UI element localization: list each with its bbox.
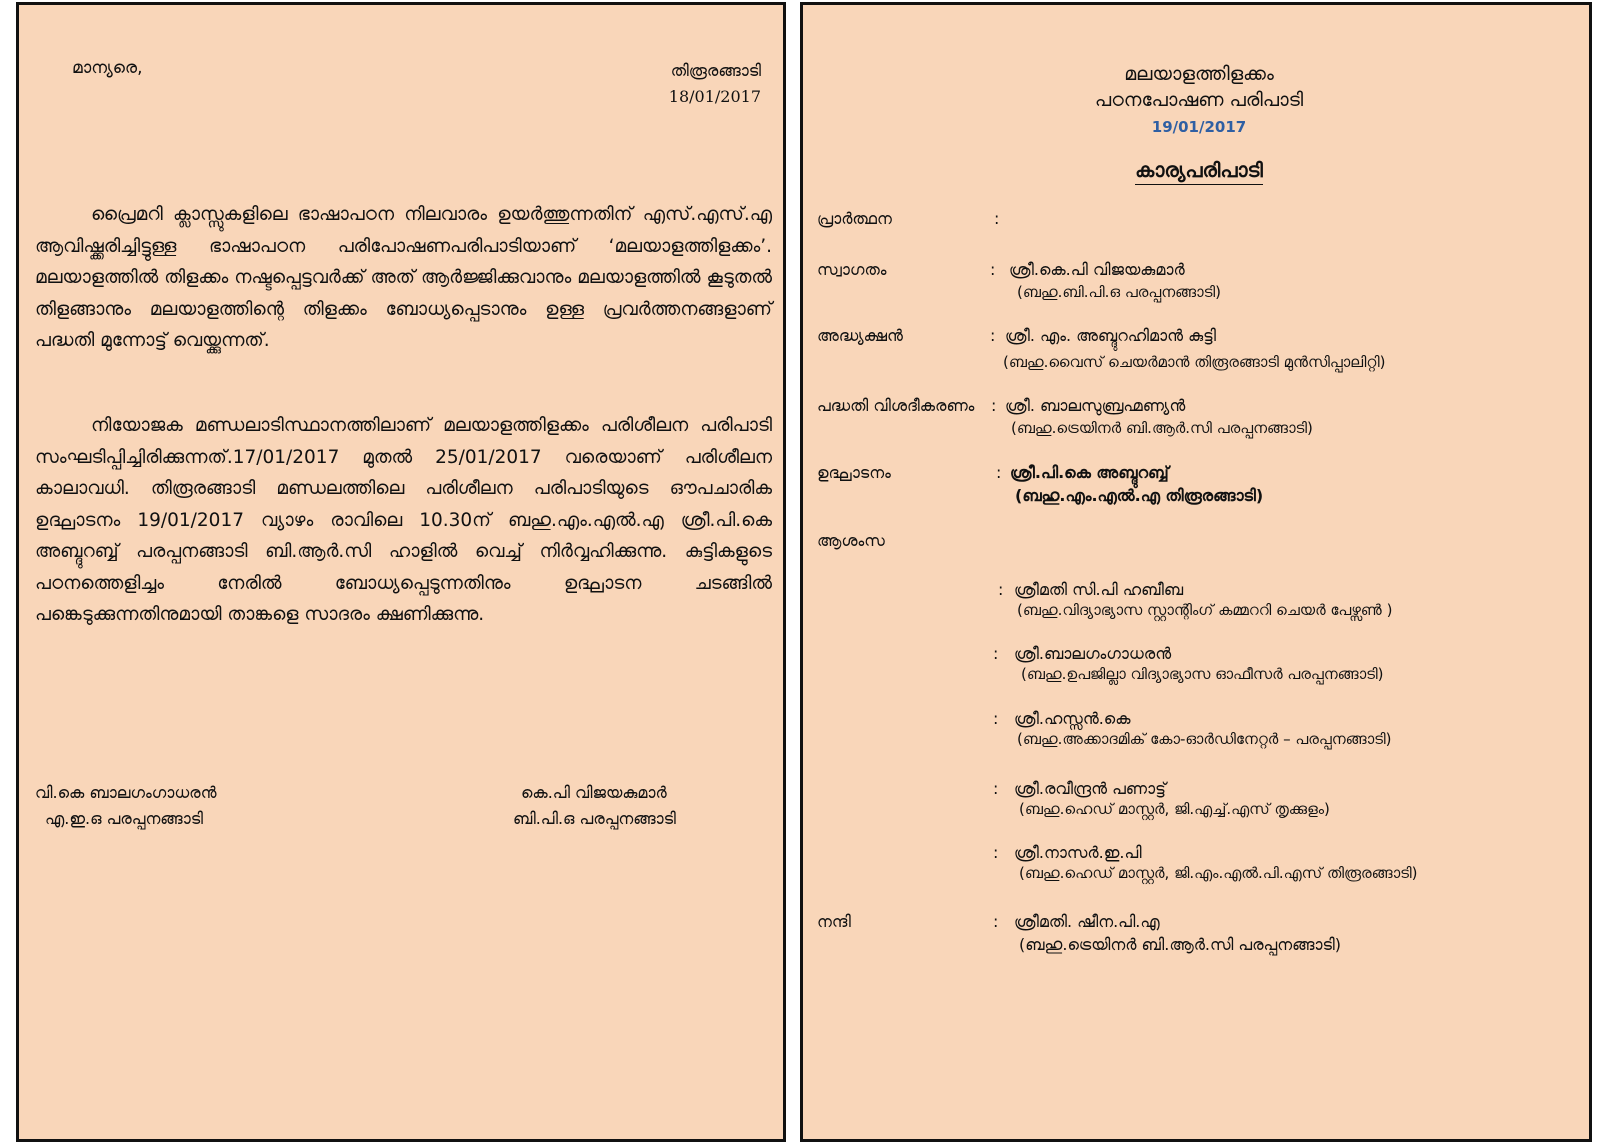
felicitation-3-colon: : <box>993 709 999 728</box>
item-welcome-designation: (ബഹു.ബി.പി.ഒ പരപ്പനങ്ങാടി) <box>1017 283 1221 301</box>
agenda-heading <box>803 158 1595 182</box>
salutation: മാന്യരെ, <box>72 58 143 78</box>
item-felicitation-label: ആശംസ <box>817 531 885 550</box>
item-presidency-designation: (ബഹു.വൈസ് ചെയർമാൻ തിരൂരങ്ങാടി മുൻസിപ്പാലിറ്റി) <box>1003 353 1386 371</box>
felicitation-2-colon: : <box>993 644 999 663</box>
item-explanation-label: പദ്ധതി വിശദീകരണം <box>817 396 975 415</box>
item-explanation-designation: (ബഹു.ട്രെയിനർ ബി.ആർ.സി പരപ്പനങ്ങാടി) <box>1011 419 1313 437</box>
felicitation-5-colon: : <box>993 843 999 862</box>
item-presidency-name: ശ്രീ. എം. അബ്ദുറഹിമാൻ കുട്ടി <box>1005 326 1216 345</box>
letter-place-date <box>669 58 761 110</box>
felicitation-1-designation: (ബഹു.വിദ്യാഭ്യാസ സ്റ്റാന്റിംഗ് കമ്മററി ചെയർ പേഴ്സൺ ) <box>1017 601 1393 619</box>
felicitation-4-designation: (ബഹു.ഹെഡ് മാസ്റ്റർ, ജി.എച്ച്.എസ് തൃക്കുളം) <box>1019 800 1330 818</box>
letter-paragraph-1 <box>35 199 772 357</box>
felicitation-3-designation: (ബഹു.അക്കാദമിക് കോ-ഓർഡിനേറ്റർ – പരപ്പനങ്ങാടി) <box>1017 730 1392 748</box>
item-thanks-designation: (ബഹു.ട്രെയിനർ ബി.ആർ.സി പരപ്പനങ്ങാടി) <box>1019 935 1341 954</box>
item-presidency-label: അദ്ധ്യക്ഷൻ <box>817 326 903 345</box>
signatory-right <box>513 780 676 832</box>
item-explanation-colon: : <box>991 396 997 415</box>
programme-date: 19/01/2017 <box>1151 118 1247 136</box>
programme-title: മലയാളത്തിളക്കം <box>1124 63 1274 85</box>
item-prayer-colon: : <box>994 209 1000 228</box>
felicitation-3-name: ശ്രീ.ഹസ്സൻ.കെ <box>1014 709 1131 728</box>
programme-agenda-page <box>800 2 1592 1142</box>
felicitation-2-designation: (ബഹു.ഉപജില്ലാ വിദ്യാഭ്യാസ ഓഫീസർ പരപ്പനങ്ങാടി) <box>1021 665 1384 683</box>
felicitation-4-name: ശ്രീ.രവീന്ദ്രൻ പണാട്ട് <box>1014 779 1166 798</box>
item-inauguration-colon: : <box>996 463 1002 482</box>
item-welcome-label: സ്വാഗതം <box>817 260 887 279</box>
signatory-right-title: ബി.പി.ഒ പരപ്പനങ്ങാടി <box>513 809 676 828</box>
paragraph-2-text: നിയോജക മണ്ഡലാടിസ്ഥാനത്തിലാണ് മലയാളത്തിളക്കം പരിശീലന പരിപാടി സംഘടിപ്പിച്ചിരിക്കുന്നത്.17/01/2017 മുതൽ 25/01/2017 വരെയാണ് പരിശീലന കാലാവധി. തിരൂരങ്ങാടി മണ്ഡലത്തിലെ പരിശീലന പരിപാടിയുടെ ഔപചാരിക ഉദ്ഘാടനം 19/01/2017 വ്യാഴം രാവിലെ 10.30ന് ബഹു.എം.എൽ.എ ശ്രീ.പി.കെ അബ്ദുറബ്ബ് പരപ്പനങ്ങാടി ബി.ആർ.സി ഹാളിൽ വെച്ച് നിർവ്വഹിക്കുന്നു. കുട്ടികളുടെ പഠനത്തെളിച്ചം നേരിൽ ബോധ്യപ്പെടുന്നതിനും ഉദ്ഘാടന ചടങ്ങിൽ പങ്കെടുക്കുന്നതിനുമായി താങ്കളെ സാദരം ക്ഷണിക്കുന്നു. <box>35 415 772 625</box>
signatory-left-name: വി.കെ ബാലഗംഗാധരൻ <box>35 783 217 802</box>
signatory-right-name: കെ.പി വിജയകുമാർ <box>521 783 667 802</box>
letter-paragraph-2 <box>35 410 772 631</box>
item-prayer-label: പ്രാർത്ഥന <box>817 209 892 228</box>
felicitation-1-name: ശ്രീമതി സി.പി ഹബീബ <box>1014 580 1184 599</box>
felicitation-4-colon: : <box>993 779 999 798</box>
felicitation-5-designation: (ബഹു.ഹെഡ് മാസ്റ്റർ, ജി.എം.എൽ.പി.എസ് തിരൂരങ്ങാടി) <box>1019 864 1418 882</box>
item-inauguration-designation: (ബഹു.എം.എൽ.എ തിരൂരങ്ങാടി) <box>1015 486 1264 505</box>
item-welcome-name: ശ്രീ.കെ.പി വിജയകുമാർ <box>1009 260 1185 279</box>
letter-date: 18/01/2017 <box>668 87 761 106</box>
item-explanation-name: ശ്രീ. ബാലസുബ്രഹ്മണ്യൻ <box>1005 396 1186 415</box>
agenda-heading-text: കാര്യപരിപാടി <box>1135 158 1263 185</box>
item-inauguration-name: ശ്രീ.പി.കെ അബ്ദുറബ്ബ് <box>1010 463 1169 482</box>
item-presidency-colon: : <box>990 326 996 345</box>
felicitation-1-colon: : <box>998 580 1004 599</box>
paragraph-1-text: പ്രൈമറി ക്ലാസ്സുകളിലെ ഭാഷാപഠന നിലവാരം ഉയർത്തുന്നതിന് എസ്.എസ്.എ ആവിഷ്ക്കരിച്ചിട്ടുള്ള ഭാഷാപഠന പരിപോഷണപരിപാടിയാണ് ‘മലയാളത്തിളക്കം’. മലയാളത്തിൽ തിളക്കം നഷ്ടപ്പെട്ടവർക്ക് അത് ആർജ്ജിക്കുവാനും മലയാളത്തിൽ കൂടുതൽ തിളങ്ങാനും മലയാളത്തിന്റെ തിളക്കം ബോധ്യപ്പെടാനും ഉള്ള പ്രവർത്തനങ്ങളാണ് പദ്ധതി മുന്നോട്ട് വെയ്ക്കുന്നത്. <box>35 204 772 351</box>
letter-place: തിരൂരങ്ങാടി <box>670 61 761 80</box>
item-inauguration-label: ഉദ്ഘാടനം <box>817 463 891 482</box>
felicitation-5-name: ശ്രീ.നാസർ.ഇ.പി <box>1014 843 1142 862</box>
programme-subtitle: പഠനപോഷണ പരിപാടി <box>1094 89 1304 111</box>
invitation-letter-page <box>16 2 786 1142</box>
felicitation-2-name: ശ്രീ.ബാലഗംഗാധരൻ <box>1014 644 1172 663</box>
item-thanks-name: ശ്രീമതി. ഷീന.പി.എ <box>1014 912 1160 931</box>
item-thanks-colon: : <box>993 912 999 931</box>
item-welcome-colon: : <box>990 260 996 279</box>
signatory-left <box>35 780 217 832</box>
item-thanks-label: നന്ദി <box>817 912 851 931</box>
signatory-left-title: എ.ഇ.ഒ പരപ്പനങ്ങാടി <box>45 809 203 828</box>
